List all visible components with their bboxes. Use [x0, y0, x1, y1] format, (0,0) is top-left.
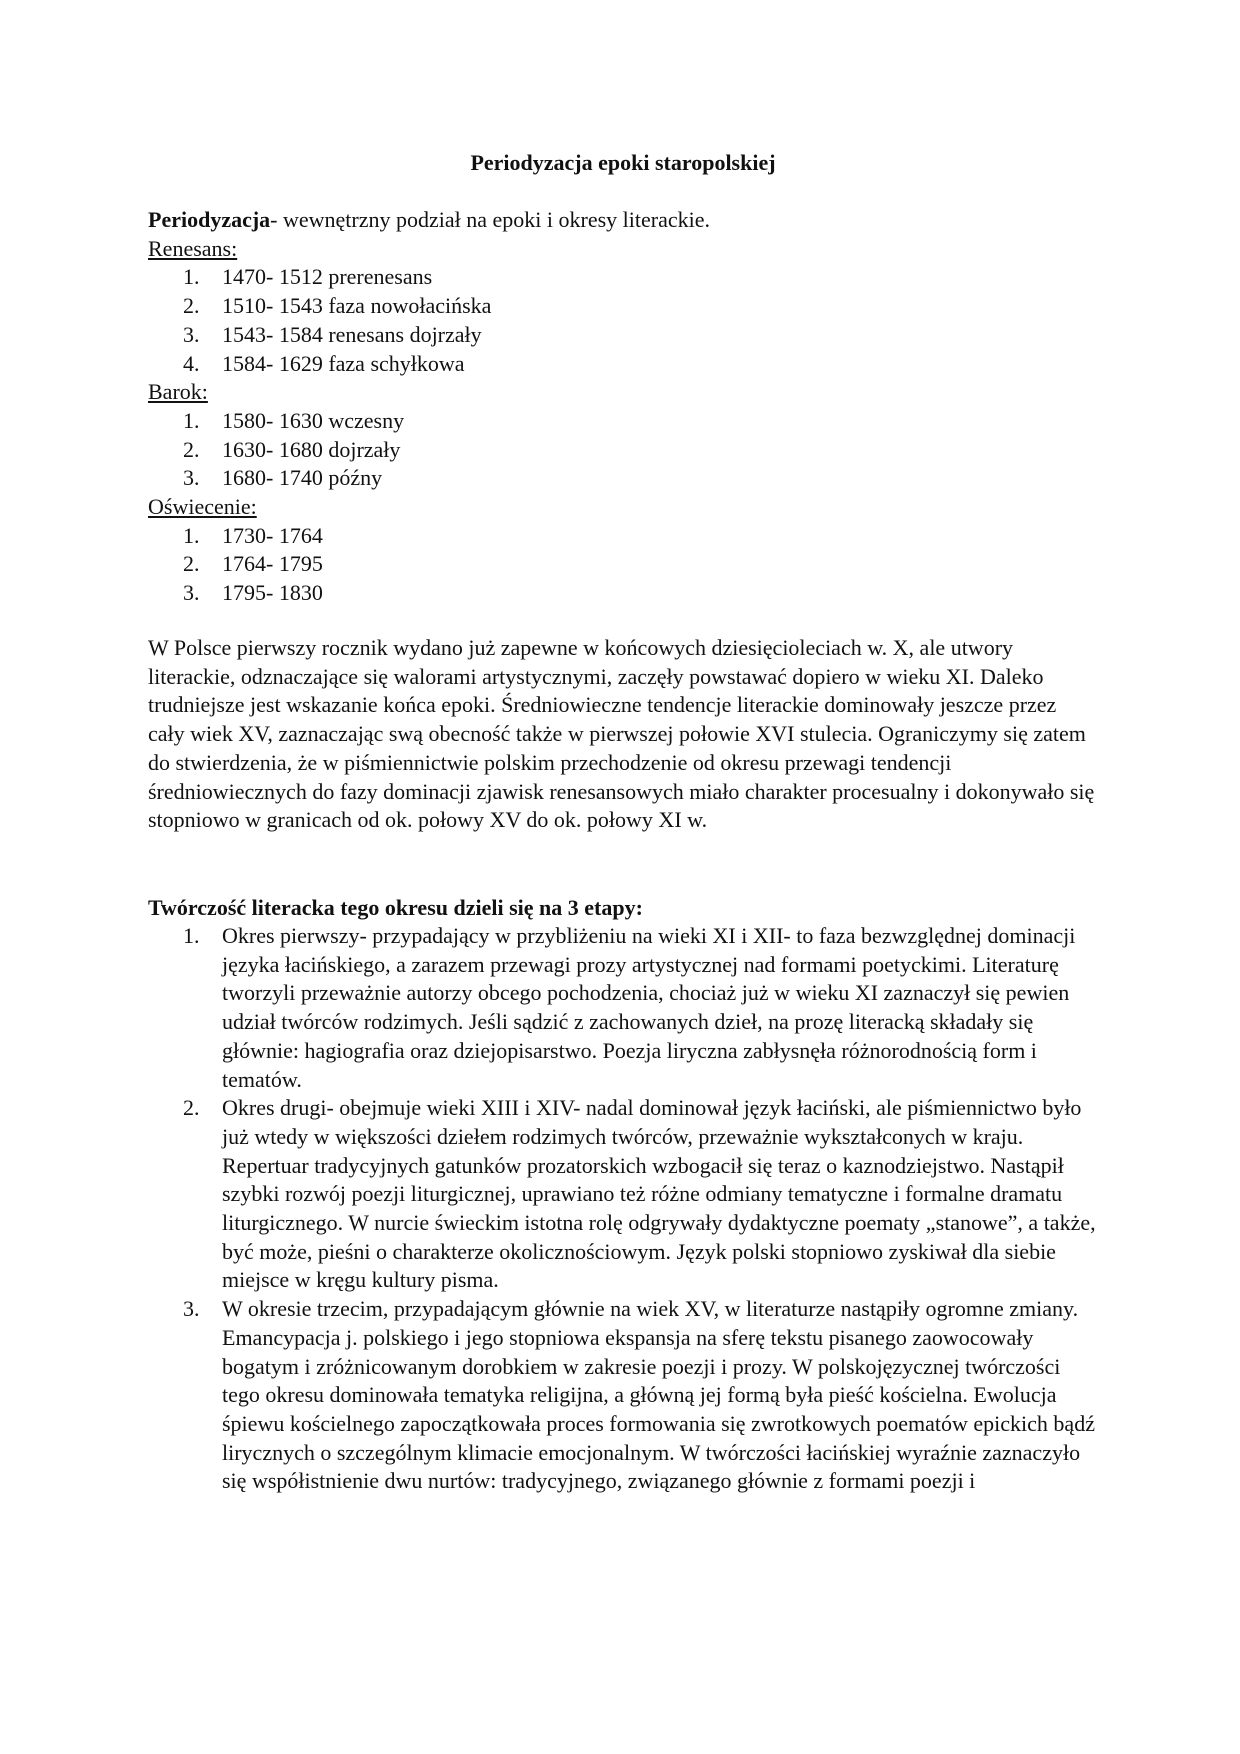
period-list-barok	[148, 407, 1108, 493]
list-item	[148, 464, 1108, 493]
definition-text: - wewnętrzny podział na epoki i okresy literackie.	[270, 207, 710, 232]
page-title: Periodyzacja epoki staropolskiej	[470, 150, 776, 175]
list-item-text: 1730- 1764	[222, 522, 323, 548]
list-number: 3.	[183, 321, 200, 347]
epoch-heading-oswiecenie: Oświecenie:	[148, 494, 257, 520]
list-item-text: Okres drugi- obejmuje wieki XIII i XIV- nadal dominował język łaciński, ale piśmiennictwo było już wtedy w większości dziełem rodzimych twórców, przeważnie wykształconych w kraju. Repertuar tradycyjnych gatunków prozatorskich wzbogacił się teraz o kaznodziejstwo. Nastąpił szybki rozwój poezji liturgicznej, uprawiano też różne odmiany tematyczne i formalne dramatu liturgicznego. W nurcie świeckim istotna rolę odgrywały dydaktyczne poematy „stanowe”, a także, być może, pieśni o charakterze okolicznościowym. Język polski stopniowo zyskiwał dla siebie miejsce w kręgu kultury pisma.	[222, 1095, 1096, 1293]
list-item	[148, 579, 1108, 608]
stages-list	[148, 922, 1098, 1496]
list-item-text: 1580- 1630 wczesny	[222, 407, 405, 433]
body-paragraph	[148, 634, 1098, 835]
list-number: 1.	[183, 923, 200, 948]
list-number: 4.	[183, 350, 200, 376]
list-item	[148, 263, 1108, 292]
list-item-text: 1630- 1680 dojrzały	[222, 436, 401, 462]
list-item	[148, 922, 1098, 1094]
list-item-text: Okres pierwszy- przypadający w przybliżeniu na wieki XI i XII- to faza bezwzględnej dominacji języka łacińskiego, a zarazem przewagi prozy artystycznej nad formami poetyckimi. Literaturę tworzyli przeważnie autorzy obcego pochodzenia, chociaż już w wieku XI zaznaczył się pewien udział twórców rodzimych. Jeśli sądzić z zachowanych dzieł, na prozę literacką składały się głównie: hagiografia oraz dziejopisarstwo. Poezja liryczna zabłysnęła różnorodnością form i tematów.	[222, 923, 1076, 1092]
definition-term: Periodyzacja	[148, 207, 271, 232]
definition	[148, 206, 1108, 235]
list-number: 1.	[183, 522, 200, 548]
list-number: 3.	[183, 580, 200, 606]
list-item	[148, 407, 1108, 436]
list-number: 1.	[183, 264, 200, 290]
list-item	[148, 550, 1108, 579]
list-item-text: W okresie trzecim, przypadającym głównie na wiek XV, w literaturze nastąpiły ogromne zmiany. Emancypacja j. polskiego i jego stopniowa ekspansja na sferę tekstu pisanego zaowocowały bogatym i zróżnicowanym dorobkiem w zakresie poezji i prozy. W polskojęzycznej twórczości tego okresu dominowała tematyka religijna, a główną jej formą była pieść kościelna. Ewolucja śpiewu kościelnego zapoczątkowała proces formowania się zwrotkowych poematów epickich bądź lirycznych o szczególnym klimacie emocjonalnym. W twórczości łacińskiej wyraźnie zaznaczyło się współistnienie dwu nurtów: tradycyjnego, związanego głównie z formami poezji i	[222, 1296, 1095, 1494]
list-number: 3.	[183, 1296, 200, 1322]
period-list-oswiecenie	[148, 522, 1108, 608]
list-item-text: 1543- 1584 renesans dojrzały	[222, 321, 482, 347]
intro-section	[148, 206, 1108, 608]
epoch-heading-barok: Barok:	[148, 379, 208, 405]
list-item-text: 1584- 1629 faza schyłkowa	[222, 350, 465, 376]
list-number: 2.	[183, 551, 200, 577]
list-item-text: 1470- 1512 prerenesans	[222, 264, 433, 290]
list-item	[148, 436, 1108, 465]
list-item-text: 1795- 1830	[222, 580, 323, 606]
stages-heading: Twórczość literacka tego okresu dzieli się na 3 etapy:	[148, 895, 643, 920]
list-item-text: 1764- 1795	[222, 551, 323, 577]
list-item	[148, 292, 1108, 321]
list-number: 2.	[183, 293, 200, 319]
period-list-renesans	[148, 263, 1108, 378]
list-item	[148, 1094, 1098, 1295]
list-number: 2.	[183, 1095, 200, 1121]
list-item	[148, 350, 1108, 379]
paragraph-text: W Polsce pierwszy rocznik wydano już zapewne w końcowych dziesięcioleciach w. X, ale utwory literackie, odznaczające się walorami artystycznymi, zaczęły powstawać dopiero w wieku XI. Daleko trudniejsze jest wskazanie końca epoki. Średniowieczne tendencje literackie dominowały jeszcze przez cały wiek XV, zaznaczając swą obecność także w pierwszej połowie XVI stulecia. Ograniczymy się zatem do stwierdzenia, że w piśmiennictwie polskim przechodzenie od okresu przewagi tendencji średniowiecznych do fazy dominacji zjawisk renesansowych miało charakter procesualny i dokonywało się stopniowo w granicach od ok. połowy XV do ok. połowy XI w.	[148, 635, 1095, 833]
epoch-heading-renesans: Renesans:	[148, 235, 238, 261]
list-item-text: 1510- 1543 faza nowołacińska	[222, 293, 492, 319]
list-item	[148, 1295, 1098, 1496]
list-item-text: 1680- 1740 późny	[222, 465, 383, 491]
list-number: 2.	[183, 436, 200, 462]
list-item	[148, 321, 1108, 350]
list-number: 1.	[183, 407, 200, 433]
list-number: 3.	[183, 465, 200, 491]
list-item	[148, 522, 1108, 551]
